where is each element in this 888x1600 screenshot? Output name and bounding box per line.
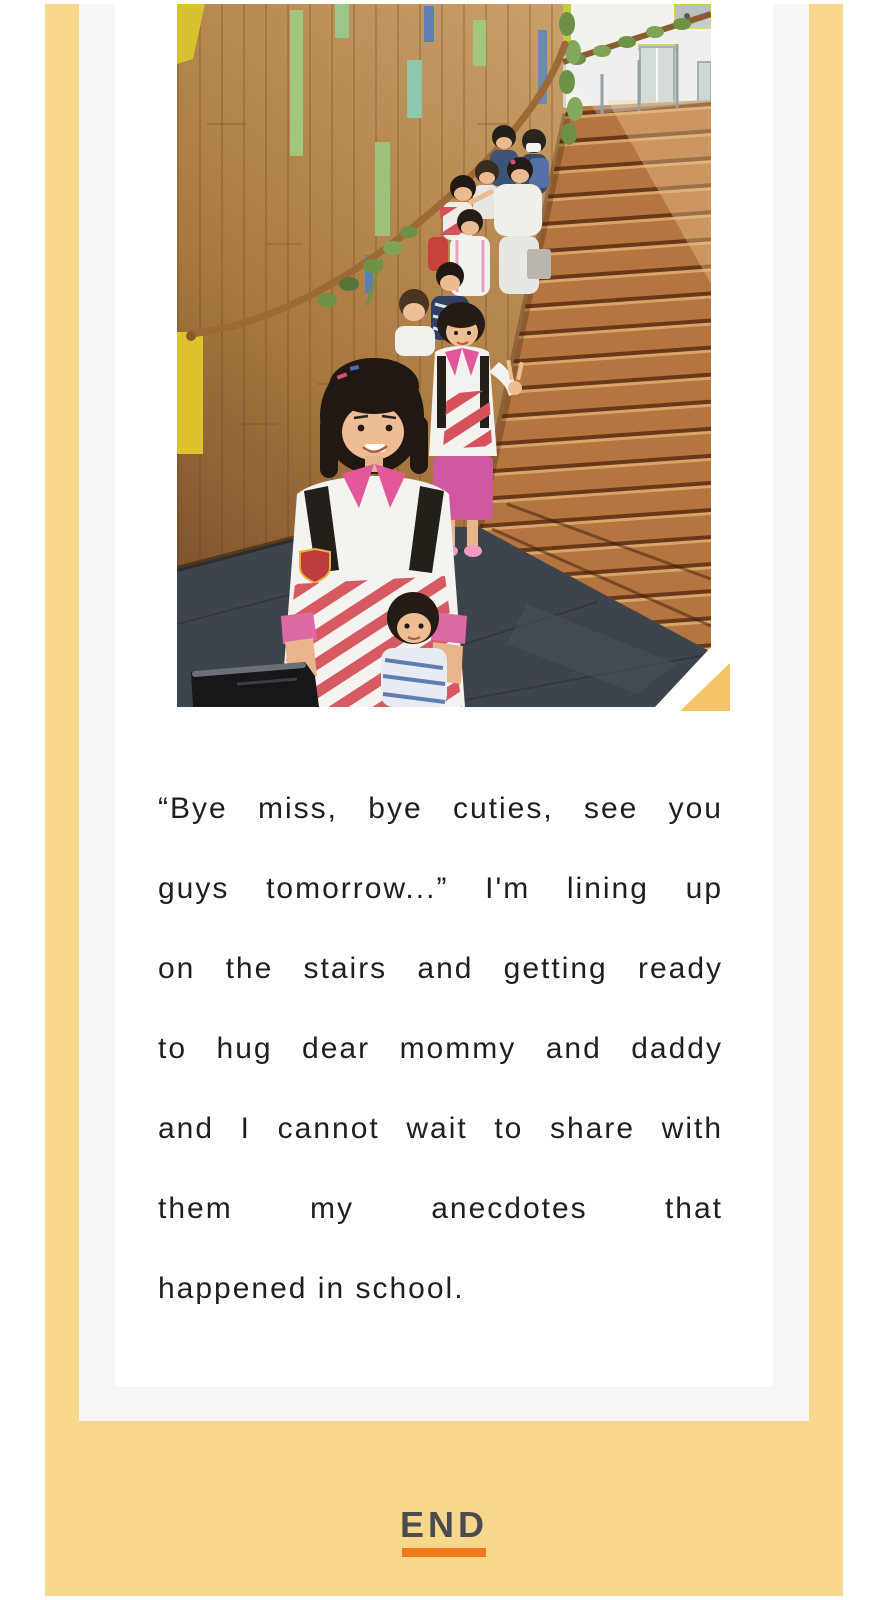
red-hairclip — [511, 160, 516, 165]
end-underline-bar — [402, 1548, 486, 1557]
paragraph-line: happened in school. — [158, 1272, 465, 1305]
article-paragraph — [158, 769, 723, 1329]
content-panel — [115, 4, 773, 1387]
gray-case — [527, 249, 551, 279]
article-card — [79, 4, 809, 1421]
paragraph-line: on the stairs and getting ready — [158, 952, 723, 985]
paragraph-line: guys tomorrow...” I'm lining up — [158, 872, 723, 905]
bottom-boy — [381, 592, 447, 707]
end-marker — [45, 1505, 843, 1557]
yellow-section — [45, 4, 843, 1596]
paragraph-line: to hug dear mommy and daddy — [158, 1032, 723, 1065]
paragraph-line: “Bye miss, bye cuties, see you — [158, 792, 723, 825]
end-label: END — [399, 1504, 488, 1545]
article-photo-frame — [177, 4, 711, 707]
pink-shoe — [464, 545, 482, 557]
face-mask — [526, 143, 541, 152]
paragraph-line: them my anecdotes that — [158, 1192, 723, 1225]
article-photo[interactable] — [177, 4, 711, 707]
paragraph-line: and I cannot wait to share with — [158, 1112, 723, 1145]
folded-corner-triangle-icon — [680, 663, 730, 711]
